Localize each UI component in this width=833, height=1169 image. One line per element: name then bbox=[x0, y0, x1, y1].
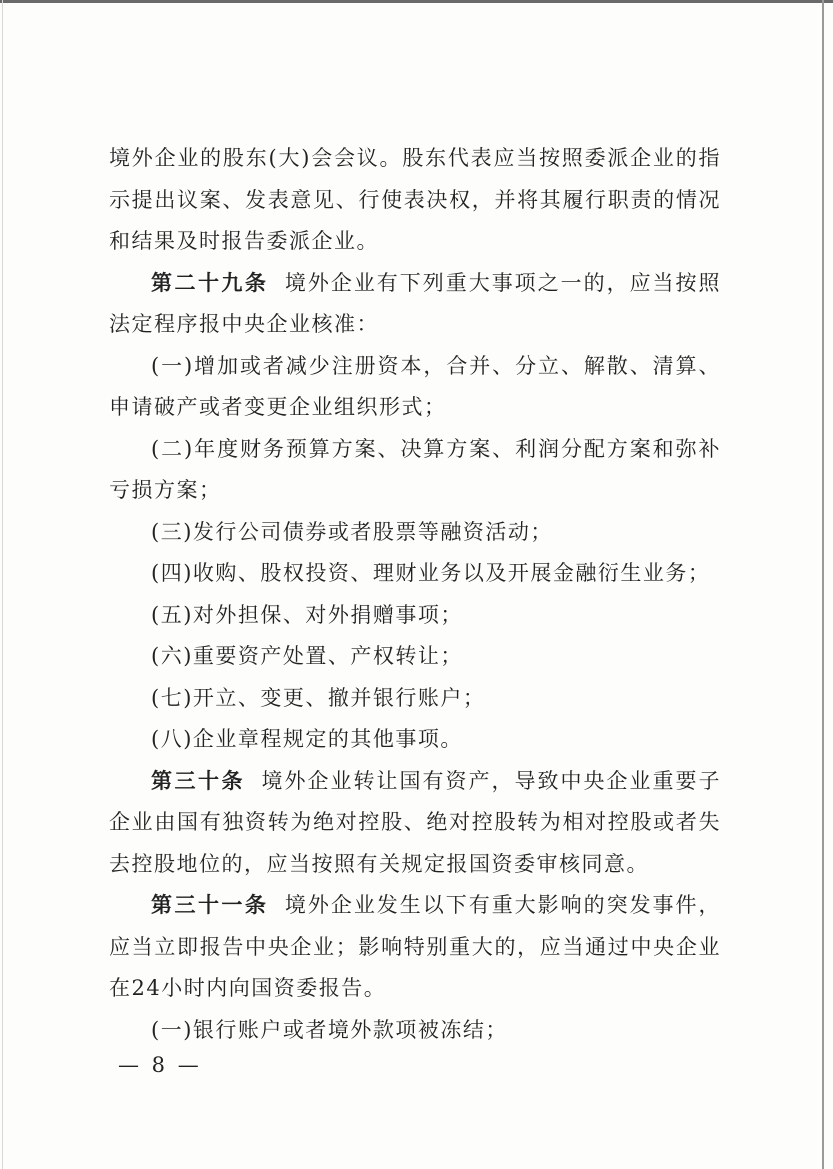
paragraph-text: (三)发行公司债券或者股票等融资活动； bbox=[151, 519, 553, 544]
paragraph-text: (七)开立、变更、撤并银行账户； bbox=[151, 685, 486, 710]
list-item-5 bbox=[109, 595, 721, 637]
page-number: — 8 — bbox=[118, 1053, 202, 1077]
article-29 bbox=[109, 263, 721, 346]
document-body bbox=[109, 138, 721, 1051]
paragraph-text: 境外企业的股东(大)会会议。股东代表应当按照委派企业的指示提出议案、发表意见、行使表决权，并将其履行职责的情况和结果及时报告委派企业。 bbox=[109, 146, 721, 253]
scan-edge-left bbox=[2, 0, 3, 1169]
list-item-4 bbox=[109, 553, 721, 595]
scan-edge-right bbox=[822, 0, 824, 1169]
list-item-6 bbox=[109, 636, 721, 678]
paragraph-text: (二)年度财务预算方案、决算方案、利润分配方案和弥补亏损方案； bbox=[109, 436, 721, 502]
paragraph-text: 境外企业发生以下有重大影响的突发事件，应当立即报告中央企业；影响特别重大的，应当通过中央企业在24小时内向国资委报告。 bbox=[109, 893, 722, 1000]
scan-edge-top bbox=[0, 0, 833, 3]
paragraph-text: (一)增加或者减少注册资本，合并、分立、解散、清算、申请破产或者变更企业组织形式； bbox=[109, 353, 721, 419]
list-item-7 bbox=[109, 678, 721, 720]
paragraph-text: (四)收购、股权投资、理财业务以及开展金融衍生业务； bbox=[151, 561, 711, 585]
paragraph-continuation bbox=[109, 138, 721, 263]
list-item-1 bbox=[109, 346, 721, 429]
paragraph-text: 境外企业转让国有资产，导致中央企业重要子企业由国有独资转为绝对控股、绝对控股转为相对控股或者失去控股地位的，应当按照有关规定报国资委审核同意。 bbox=[109, 768, 721, 876]
list-item-3 bbox=[109, 512, 721, 554]
list-item-8 bbox=[109, 719, 721, 761]
paragraph-text: (五)对外担保、对外捐赠事项； bbox=[151, 602, 463, 627]
article-30 bbox=[109, 761, 721, 886]
paragraph-text: (六)重要资产处置、产权转让； bbox=[151, 644, 463, 668]
article-heading: 第二十九条 bbox=[151, 270, 269, 295]
article-heading: 第三十条 bbox=[151, 768, 245, 793]
paragraph-text: 境外企业有下列重大事项之一的，应当按照法定程序报中央企业核准： bbox=[109, 270, 722, 336]
article-heading: 第三十一条 bbox=[151, 893, 269, 917]
paragraph-text: (八)企业章程规定的其他事项。 bbox=[151, 727, 463, 751]
list-item-31-1 bbox=[109, 1010, 721, 1052]
list-item-2 bbox=[109, 429, 721, 512]
article-31 bbox=[109, 885, 721, 1010]
paragraph-text: (一)银行账户或者境外款项被冻结； bbox=[151, 1017, 508, 1042]
